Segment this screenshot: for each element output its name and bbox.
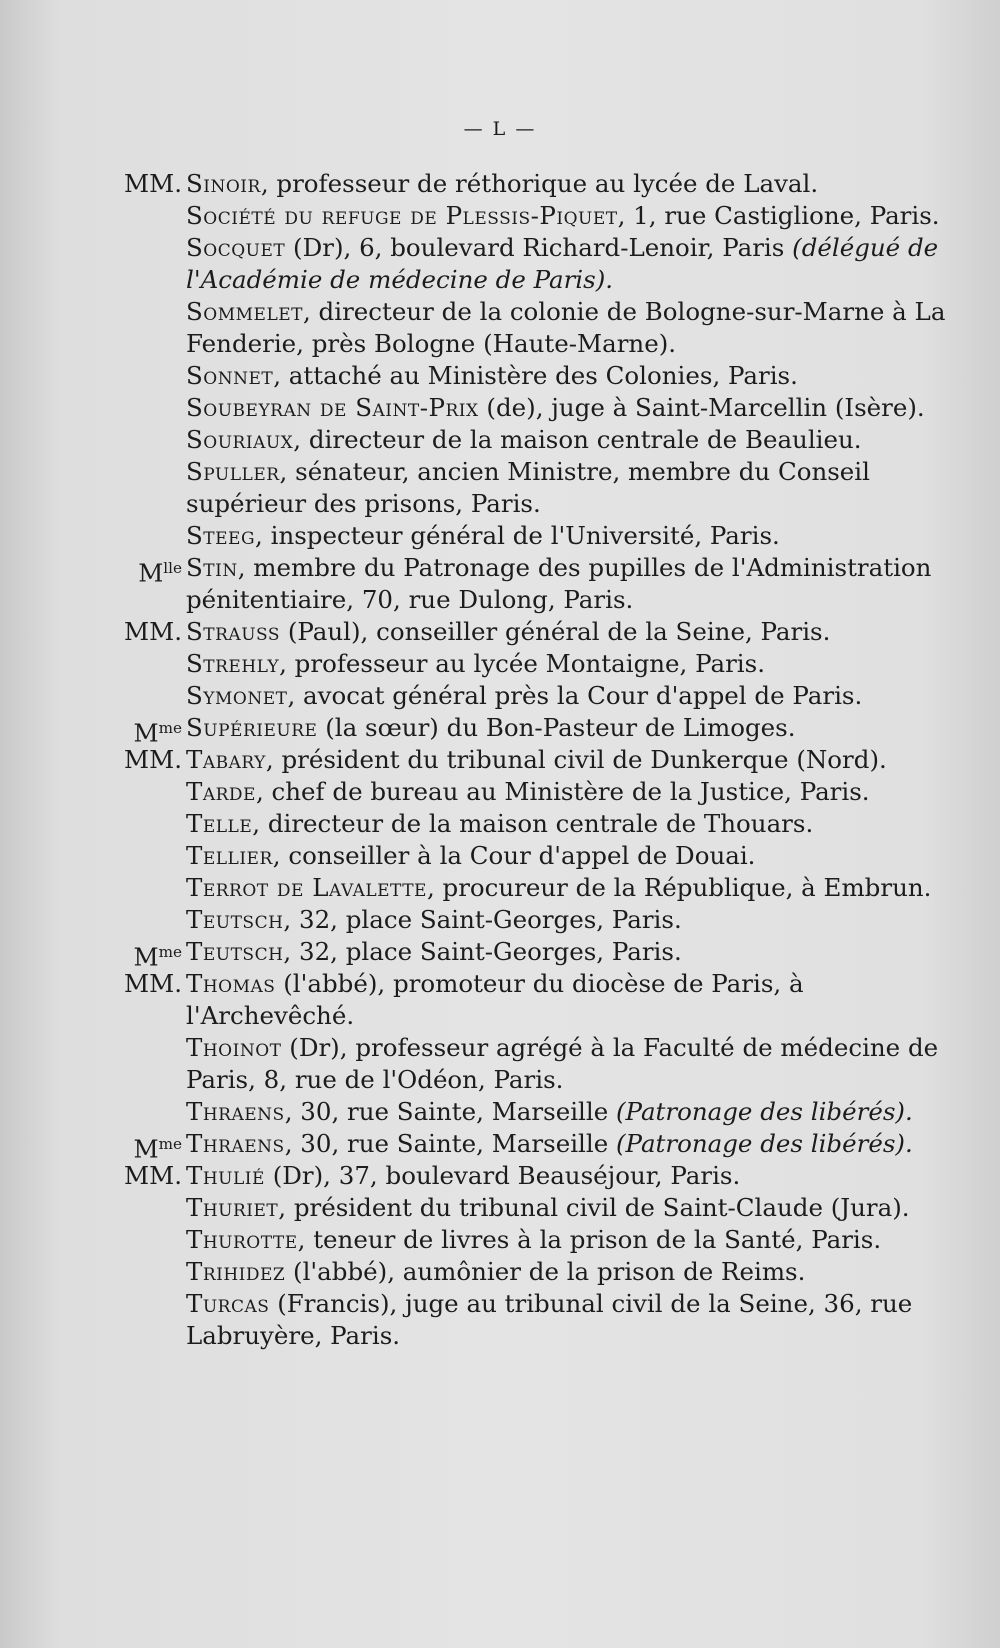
entry-text [186, 1160, 950, 1192]
member-details: , directeur de la colonie de Bologne-sur-Marne à La Fenderie, près Bologne (Haute-Marne). [186, 297, 946, 358]
member-details: , directeur de la maison centrale de Thouars. [252, 809, 814, 838]
member-details: , 1, rue Castiglione, Paris. [617, 201, 940, 230]
list-item [100, 232, 950, 296]
member-name: Symonet [186, 681, 288, 710]
member-details: , procureur de la République, à Embrun. [426, 873, 932, 902]
member-name: Supérieure [186, 713, 318, 742]
list-item [100, 712, 950, 748]
member-name: Telle [186, 809, 253, 838]
entry-text [186, 360, 950, 392]
list-item [100, 1192, 950, 1224]
entry-text [186, 168, 950, 200]
list-item [100, 360, 950, 392]
member-details: (Dr), 6, boulevard Richard-Lenoir, Paris [285, 233, 785, 262]
list-item [100, 776, 950, 808]
member-name: Thuriet [186, 1193, 279, 1222]
member-details: (Paul), conseiller général de la Seine, Paris. [280, 617, 831, 646]
member-name: Spuller [186, 457, 280, 486]
list-item [100, 200, 950, 232]
honorific-prefix: $M^{me}$ [133, 942, 182, 972]
list-item [100, 1224, 950, 1256]
member-name: Terrot de Lavalette [186, 873, 427, 902]
member-details: , conseiller à la Cour d'appel de Douai. [272, 841, 756, 870]
member-name: Tellier [186, 841, 273, 870]
member-name: Thoinot [186, 1033, 282, 1062]
entry-text [186, 808, 950, 840]
entry-text [186, 1128, 950, 1160]
list-item [100, 808, 950, 840]
list-item [100, 680, 950, 712]
member-name: Thomas [186, 969, 276, 998]
honorific-prefix: $M^{me}$ [133, 1134, 182, 1164]
list-item [100, 520, 950, 552]
entry-text [186, 392, 950, 424]
member-name: Steeg [186, 521, 256, 550]
entry-text [186, 712, 950, 744]
entry-text [186, 296, 950, 360]
member-name: Société du refuge de Plessis-Piquet [186, 201, 618, 230]
honorific-prefix: MM. [124, 169, 182, 198]
list-item [100, 616, 950, 648]
member-note: (Patronage des libérés). [616, 1129, 913, 1158]
entry-text [186, 936, 950, 968]
list-item [100, 744, 950, 776]
entry-text [186, 680, 950, 712]
honorific-prefix: MM. [124, 617, 182, 646]
member-details: , 32, place Saint-Georges, Paris. [283, 905, 682, 934]
member-details: (de), juge à Saint-Marcellin (Isère). [478, 393, 925, 422]
list-item [100, 296, 950, 360]
list-item [100, 968, 950, 1032]
list-item [100, 904, 950, 936]
member-details: (la sœur) du Bon-Pasteur de Limoges. [317, 713, 796, 742]
member-name: Turcas [186, 1289, 270, 1318]
honorific-prefix: MM. [124, 969, 182, 998]
honorific-prefix: MM. [124, 745, 182, 774]
entry-text [186, 232, 950, 296]
list-item [100, 1160, 950, 1192]
entry-text [186, 424, 950, 456]
member-details: , teneur de livres à la prison de la Santé, Paris. [297, 1225, 882, 1254]
entry-text [186, 200, 950, 232]
list-item [100, 1256, 950, 1288]
list-item [100, 1128, 950, 1164]
member-name: Sinoir [186, 169, 261, 198]
member-details: , sénateur, ancien Ministre, membre du Conseil supérieur des prisons, Paris. [186, 457, 870, 518]
list-item [100, 552, 950, 616]
member-details: (l'abbé), promoteur du diocèse de Paris, à l'Archevêché. [186, 969, 804, 1030]
list-item [100, 1288, 950, 1352]
member-details: , président du tribunal civil de Dunkerque (Nord). [265, 745, 887, 774]
list-item [100, 1096, 950, 1128]
member-details: , président du tribunal civil de Saint-Claude (Jura). [278, 1193, 910, 1222]
member-details: , 30, rue Sainte, Marseille [284, 1097, 609, 1126]
member-details: (Dr), 37, boulevard Beauséjour, Paris. [264, 1161, 741, 1190]
member-list [100, 168, 950, 1352]
entry-text [186, 1032, 950, 1096]
member-name: Socquet [186, 233, 286, 262]
list-item [100, 424, 950, 456]
member-note: (délégué de l'Académie de médecine de Paris). [186, 233, 939, 294]
member-details: , 32, place Saint-Georges, Paris. [283, 937, 682, 966]
member-name: Stin [186, 553, 238, 582]
page-number: — L — [463, 118, 537, 140]
member-details: , directeur de la maison centrale de Beaulieu. [293, 425, 862, 454]
list-item [100, 392, 950, 424]
member-name: Tarde [186, 777, 256, 806]
member-name: Teutsch [186, 905, 284, 934]
member-name: Thraens [186, 1129, 285, 1158]
member-name: Tabary [186, 745, 266, 774]
member-details: , avocat général près la Cour d'appel de Paris. [287, 681, 863, 710]
member-name: Strauss [186, 617, 281, 646]
entry-text [186, 1256, 950, 1288]
member-details: , attaché au Ministère des Colonies, Paris. [273, 361, 798, 390]
member-details: , chef de bureau au Ministère de la Justice, Paris. [255, 777, 870, 806]
entry-text [186, 968, 950, 1032]
member-details: (Francis), juge au tribunal civil de la Seine, 36, rue Labruyère, Paris. [186, 1289, 913, 1350]
honorific-prefix: $M^{lle}$ [138, 558, 182, 588]
list-item [100, 1032, 950, 1096]
member-details: (l'abbé), aumônier de la prison de Reims. [285, 1257, 806, 1286]
member-details: , membre du Patronage des pupilles de l'Administration pénitentiaire, 70, rue Dulong, Paris. [186, 553, 932, 614]
member-details: , 30, rue Sainte, Marseille [284, 1129, 609, 1158]
honorific-prefix: $M^{me}$ [133, 718, 182, 748]
entry-text [186, 648, 950, 680]
member-details: , professeur au lycée Montaigne, Paris. [279, 649, 766, 678]
entry-text [186, 872, 950, 904]
member-details: (Dr), professeur agrégé à la Faculté de médecine de Paris, 8, rue de l'Odéon, Paris. [186, 1033, 939, 1094]
entry-text [186, 520, 950, 552]
entry-text [186, 552, 950, 616]
entry-text [186, 1192, 950, 1224]
list-item [100, 936, 950, 972]
entry-text [186, 904, 950, 936]
member-name: Thraens [186, 1097, 285, 1126]
member-name: Sommelet [186, 297, 303, 326]
member-name: Teutsch [186, 937, 284, 966]
member-name: Soubeyran de Saint-Prix [186, 393, 479, 422]
list-item [100, 648, 950, 680]
list-item [100, 872, 950, 904]
entry-text [186, 1224, 950, 1256]
member-details: , professeur de réthorique au lycée de Laval. [260, 169, 819, 198]
list-item [100, 456, 950, 520]
entry-text [186, 1288, 950, 1352]
member-name: Trihidez [186, 1257, 286, 1286]
member-name: Sonnet [186, 361, 274, 390]
entry-text [186, 616, 950, 648]
member-name: Thurotte [186, 1225, 298, 1254]
entry-text [186, 1096, 950, 1128]
entry-text [186, 840, 950, 872]
entry-text [186, 456, 950, 520]
member-name: Souriaux [186, 425, 294, 454]
member-name: Strehly [186, 649, 280, 678]
list-item [100, 840, 950, 872]
member-name: Thulié [186, 1161, 265, 1190]
list-item [100, 168, 950, 200]
member-note: (Patronage des libérés). [616, 1097, 913, 1126]
entry-text [186, 776, 950, 808]
member-details: , inspecteur général de l'Université, Paris. [255, 521, 780, 550]
honorific-prefix: MM. [124, 1161, 182, 1190]
entry-text [186, 744, 950, 776]
